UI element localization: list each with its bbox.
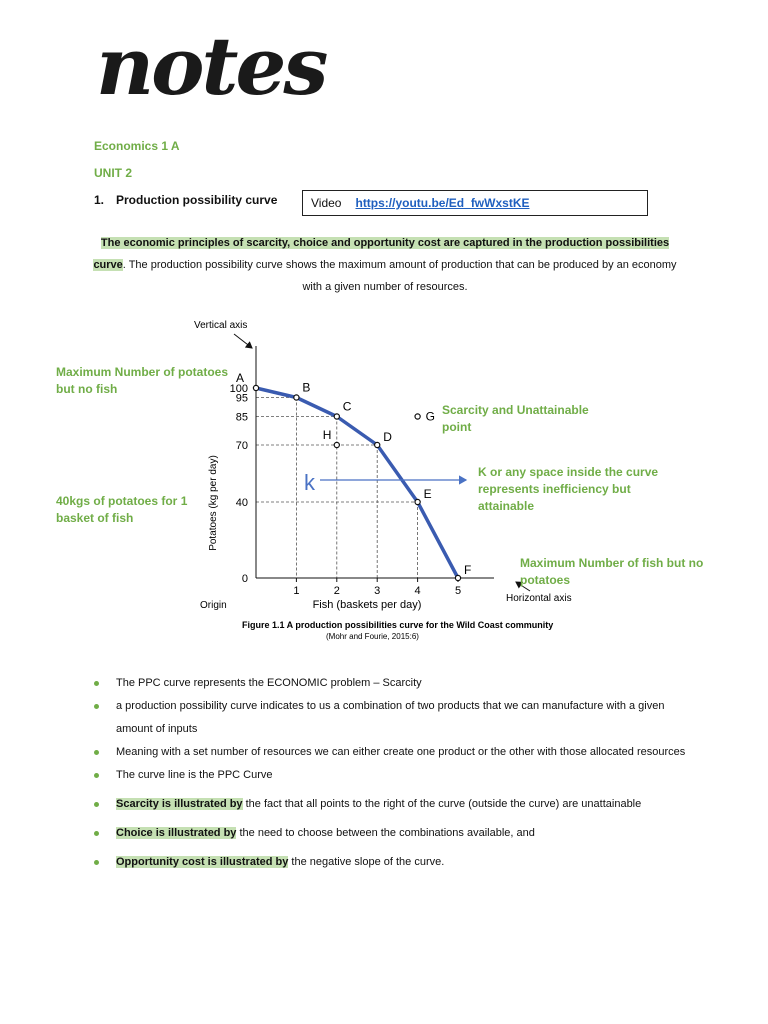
point-label: F [464,563,472,577]
figure-caption: Figure 1.1 A production possibilities curve for the Wild Coast community [242,620,554,630]
annotation-scarcity: Scarcity and Unattainable point [442,403,589,434]
bullet-item [92,793,692,816]
x-tick-label: 3 [374,585,381,597]
intro-paragraph [90,232,680,298]
y-tick-label: 70 [235,440,248,452]
bullet-highlight: Opportunity cost is illustrated by [116,856,289,868]
point-label: A [236,371,245,385]
x-axis-label: Fish (baskets per day) [312,599,422,611]
x-tick-label: 1 [293,585,300,597]
x-tick-label: 2 [333,585,340,597]
bullet-item [92,741,692,764]
origin-label: Origin [200,600,227,611]
x-tick-label: 4 [414,585,421,597]
ppc-point-e [415,499,420,504]
section-number: 1. [94,193,105,207]
point-label: G [425,409,435,424]
bullet-text: the negative slope of the curve. [288,856,445,868]
y-tick-label: 40 [235,497,248,509]
intro-highlight: The economic principles of scarcity, choice and opportunity cost are captured in the production possibilities curve [93,237,670,271]
y-tick-label: 0 [241,573,248,585]
unit-label: UNIT 2 [94,166,133,180]
ppc-point-a [253,385,258,390]
y-tick-label: 100 [229,383,248,395]
bullet-item [92,764,692,787]
bullet-text: The curve line is the PPC Curve [116,769,273,781]
bullet-list [92,672,692,874]
bullet-highlight: Choice is illustrated by [116,827,237,839]
bullet-item [92,822,692,845]
k-label: k [304,470,315,495]
x-tick-label: 5 [454,585,462,597]
chart-points [236,371,471,581]
chart-grid [256,398,418,579]
bullet-highlight: Scarcity is illustrated by [116,798,243,810]
point-label: B [302,380,311,395]
vertical-axis-label: Vertical axis [194,320,248,331]
annotation-potatoes-per-fish: 40kgs of potatoes for 1 basket of fish [56,494,188,525]
ppc-point-f [455,575,460,580]
y-tick-label: 85 [235,411,248,424]
section-heading [94,193,277,207]
figure-source: (Mohr and Fourie, 2015:6) [326,632,419,641]
point-label: E [423,487,432,501]
intro-text: . The production possibility curve shows the maximum amount of production that can be produced by an economy with a given number of resources. [122,259,677,293]
horizontal-axis-label: Horizontal axis [506,593,572,604]
course-title: Economics 1 A [94,139,180,153]
point-label: D [383,430,392,444]
notes-logo: notes [96,19,326,113]
annotation-inefficiency: K or any space inside the curve represents inefficiency but attainable [478,465,659,513]
ppc-point-c [334,414,339,419]
vertical-axis-pointer [234,334,252,348]
ppc-point-b [294,395,299,400]
video-link[interactable]: https://youtu.be/Ed_fwWxstKE [355,196,530,210]
annotation-max-potatoes: Maximum Number of potatoes but no fish [56,365,229,396]
bullet-item [92,851,692,874]
bullet-text: a production possibility curve indicates to us a combination of two products that we can manufacture with a given amount of inputs [116,700,665,735]
point-label: H [322,428,332,442]
y-axis-label: Potatoes (kg per day) [208,455,219,551]
section-title: Production possibility curve [116,193,278,207]
bullet-text: the fact that all points to the right of the curve (outside the curve) are unattainable [242,798,642,810]
bullet-item [92,672,692,695]
ppc-point-g [415,414,420,419]
bullet-item [92,695,692,741]
video-label: Video [311,196,342,210]
annotation-max-fish: Maximum Number of fish but no potatoes [520,556,704,587]
video-box [302,190,648,216]
chart-axes [256,346,494,578]
ppc-point-d [375,442,380,447]
bullet-text: The PPC curve represents the ECONOMIC problem – Scarcity [116,677,422,689]
y-tick-label: 95 [235,392,248,405]
bullet-text: the need to choose between the combinations available, and [236,827,535,839]
bullet-text: Meaning with a set number of resources we can either create one product or the other with those allocated resources [116,746,686,758]
point-label: C [342,399,352,414]
ppc-point-h [334,442,339,447]
